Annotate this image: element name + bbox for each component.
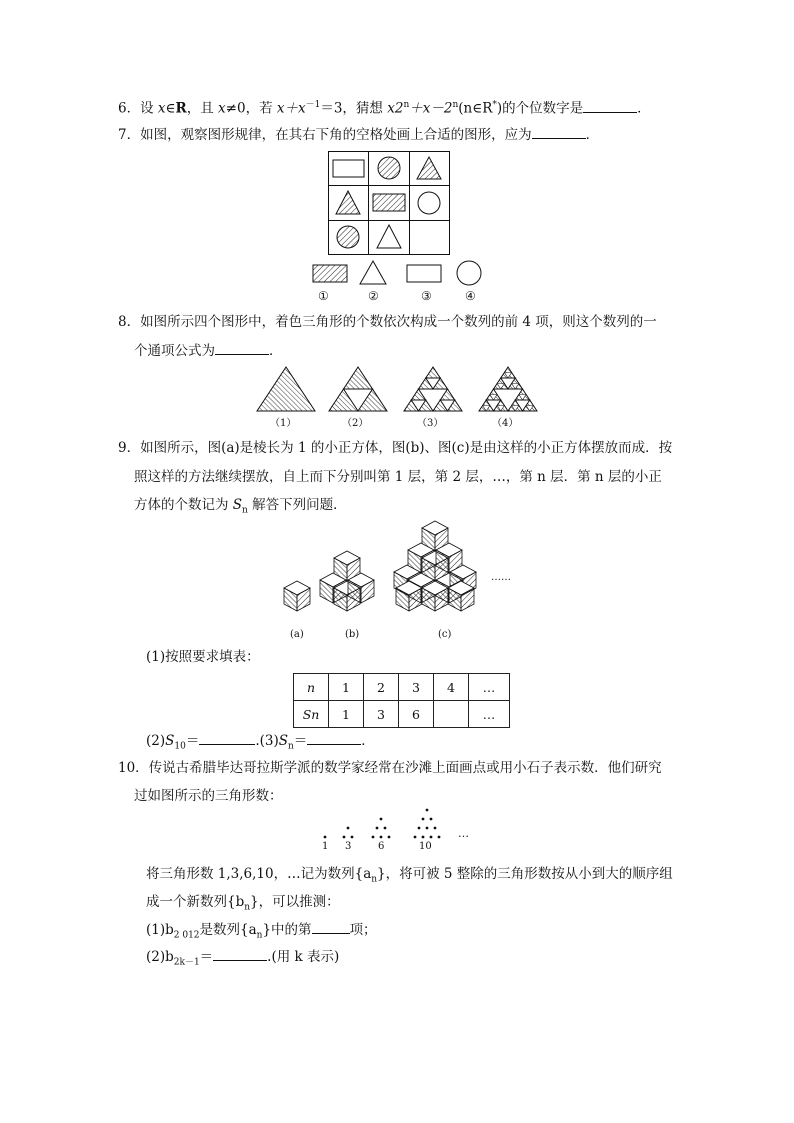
q6-line: 6．设 x∈R，且 x≠0，若 $x+x^{-1}=3$，猜想 $x2^n+x-2^n(n\in R^*)$的个位数字是 ． xyxy=(118,95,651,119)
q9-line2: 照这样的方法继续摆放，自上而下分别叫第 1 层，第 2 层，…，第 n 层．第 n 层的小正 xyxy=(134,469,662,485)
q9-s10-blank[interactable] xyxy=(199,730,255,745)
q10-sub2: $(2)b_{2k-1}=$ .(用 k 表示) xyxy=(146,946,339,973)
option-3-rectangle xyxy=(407,265,441,282)
q8-number: 8． xyxy=(118,314,141,330)
option-2-triangle xyxy=(360,261,386,284)
q9-continuation-dots: …… xyxy=(491,572,511,583)
q7-options-figure xyxy=(308,258,488,304)
hatched-triangle-shape xyxy=(336,191,360,214)
q10-continuation-dots: … xyxy=(458,827,469,840)
q10-sub1-blank[interactable] xyxy=(312,919,350,934)
option-label: ④ xyxy=(465,289,476,303)
q10-number: 10． xyxy=(118,760,149,776)
table-row: Sn 1 3 6 … xyxy=(294,701,510,728)
q7-line: 7．如图，观察图形规律，在其右下角的空格处画上合适的图形，应为 ． xyxy=(118,124,599,145)
option-4-circle xyxy=(457,261,481,285)
option-label: ③ xyxy=(421,289,432,303)
q8-line2: 个通项公式为 ． xyxy=(134,340,283,361)
circle-shape xyxy=(418,192,440,214)
sierpinski-3 xyxy=(404,367,462,411)
option-1-hatched-rectangle xyxy=(313,265,347,282)
q10-line4: 成一个新数列$\{b_n\}$，可以推测： xyxy=(146,894,340,913)
hatched-triangle-shape xyxy=(417,157,441,179)
q7-answer-blank[interactable] xyxy=(532,124,586,139)
sierpinski-4 xyxy=(479,367,537,411)
q10-line1: 10．传说古希腊毕达哥拉斯学派的数学家经常在沙滩上面画点或用小石子表示数．他们研究 xyxy=(118,760,662,776)
q9-line3: 方体的个数记为 $S_n$ 解答下列问题． xyxy=(134,497,347,516)
hatched-rectangle-shape xyxy=(373,194,405,211)
q8-answer-blank[interactable] xyxy=(215,340,269,355)
q6-number: 6． xyxy=(118,100,141,117)
sierpinski-2 xyxy=(329,367,387,411)
triangle-shape xyxy=(377,225,401,248)
cube xyxy=(422,581,448,611)
hatched-circle-shape xyxy=(337,226,359,248)
option-label: ① xyxy=(318,289,329,303)
q9-sn-blank[interactable] xyxy=(307,730,361,745)
q10-line3: 将三角形数 1,3,6,10，…记为数列$\{a_n\}$，将可被 5 整除的三角形数按从小到大的顺序组 xyxy=(146,866,673,885)
q7-grid-figure xyxy=(328,151,450,255)
q8-line1: 8．如图所示四个图形中，着色三角形的个数依次构成一个数列的前 4 项，则这个数列的一 xyxy=(118,314,657,330)
cube xyxy=(396,581,422,611)
option-label: ② xyxy=(368,289,379,303)
q9-sub2: $(2)S_{10}= .(3)S_n=$ ． xyxy=(146,730,375,757)
table-row: n 1 2 3 4 … xyxy=(294,674,510,701)
q9-sub1: (1)按照要求填表： xyxy=(146,649,260,665)
q10-line2: 过如图所示的三角形数： xyxy=(134,788,283,804)
q7-number: 7． xyxy=(118,127,141,143)
q9-number: 9． xyxy=(118,440,141,456)
q9-line1: 9．如图所示，图(a)是棱长为 1 的小正方体，图(b)、图(c)是由这样的小正方体摆放而成．按 xyxy=(118,440,673,456)
q6-answer-blank[interactable] xyxy=(583,98,637,113)
cube xyxy=(348,573,374,603)
cube xyxy=(448,581,474,611)
rectangle-shape xyxy=(333,160,364,177)
q8-sierpinski-figure xyxy=(255,364,555,414)
q10-sub2-blank[interactable] xyxy=(213,946,267,961)
table-blank-cell[interactable] xyxy=(434,701,469,728)
hatched-circle-shape xyxy=(378,157,400,179)
sierpinski-1 xyxy=(257,367,315,411)
q9-table xyxy=(293,673,510,728)
q10-triangle-numbers-figure xyxy=(315,808,445,844)
cube xyxy=(284,581,310,611)
q10-sub1: $(1)b_{2 012}$是数列$\{a_n\}$中的第 项； xyxy=(146,919,377,946)
